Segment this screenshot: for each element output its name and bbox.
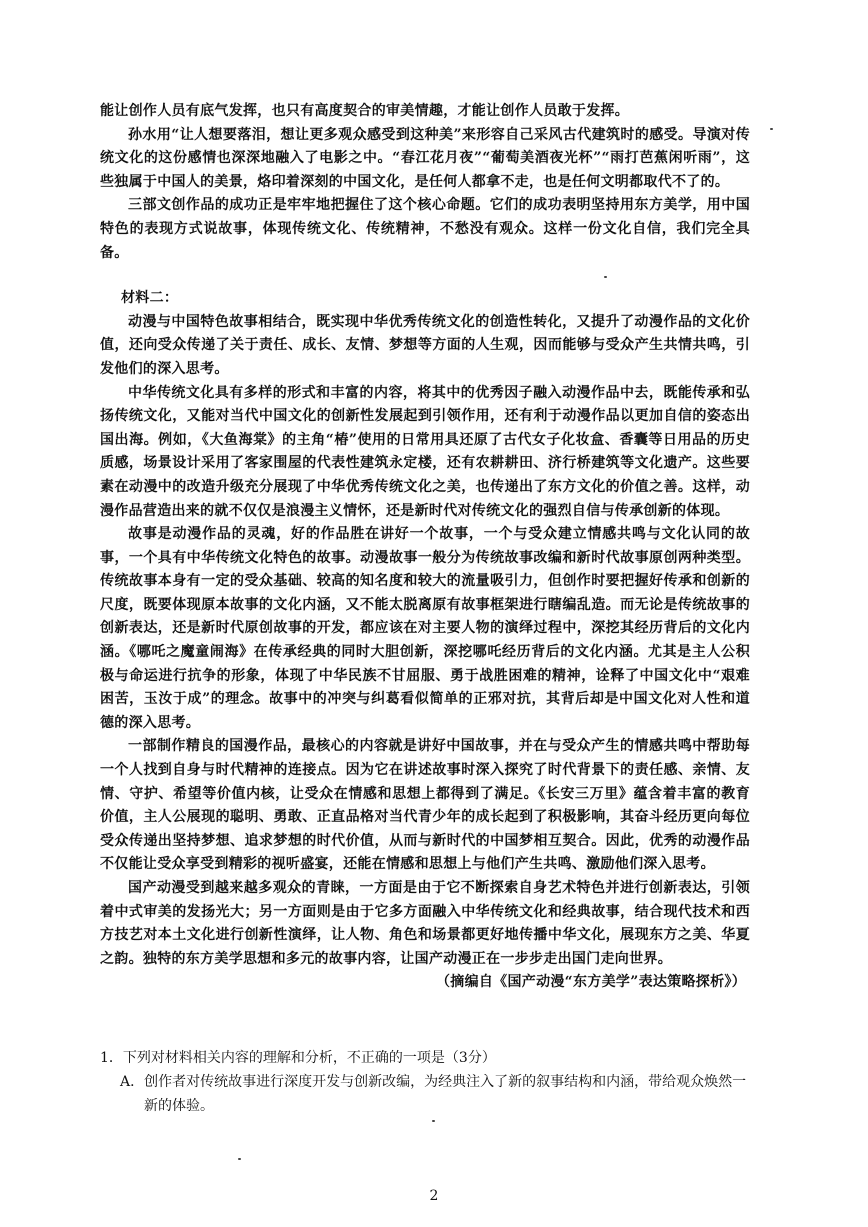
- section-gap: [100, 265, 750, 287]
- section-heading: 材料二：: [121, 290, 179, 307]
- paragraph: 国产动漫受到越来越多观众的青睐，一方面是由于它不断探索自身艺术特色并进行创新表达，引领着中式审美的发扬光大；另一方面则是由于它多方面融入中华传统文化和经典故事，结合现代技术和西方技艺对本土文化进行创新性演绎，让人物、角色和场景都更好地传播中华文化，展现东方之美、华夏之韵。独特的东方美学思想和多元的故事内容，让国产动漫正在一步步走出国门走向世界。: [100, 880, 750, 967]
- paragraph: 中华传统文化具有多样的形式和丰富的内容，将其中的优秀因子融入动漫作品中去，既能传承和弘扬传统文化，又能对当代中国文化的创新性发展起到引领作用，还有利于动漫作品以更加自信的姿态出国出海。例如，《大鱼海棠》的主角“椿”使用的日常用具还原了古代女子化妆盒、香囊等日用品的历史质感，场景设计采用了客家围屋的代表性建筑永定楼，还有农耕耕田、济行桥建筑等文化遗产。这些要素在动漫中的改造升级充分展现了中华优秀传统文化之美，也传递出了东方文化的价值之善。这样，动漫作品营造出来的就不仅仅是浪漫主义情怀，还是新时代对传统文化的强烈自信与传承创新的体现。: [100, 384, 750, 519]
- option-text: A．创作者对传统故事进行深度开发与创新改编，为经典注入了新的叙事结构和内涵，带给观众焕然一新的体验。: [120, 1074, 747, 1114]
- reading-material: [100, 100, 750, 995]
- question-stem: 1．下列对材料相关内容的理解和分析，不正确的一项是（3分）: [100, 1050, 496, 1066]
- scan-speck: [238, 1158, 241, 1160]
- source-citation: （摘编自《国产动漫“东方美学”表达策略探析》）: [435, 974, 746, 991]
- scan-speck: [770, 128, 773, 130]
- paragraph-continuation: 能让创作人员有底气发挥，也只有高度契合的审美情趣，才能让创作人员敢于发挥。: [100, 103, 630, 119]
- scan-speck: [604, 276, 607, 278]
- paragraph: 一部制作精良的国漫作品，最核心的内容就是讲好中国故事，并在与受众产生的情感共鸣中帮助每一个人找到自身与时代精神的连接点。因为它在讲述故事时深入探究了时代背景下的责任感、亲情、友情、守护、希望等价值内核，让受众在情感和思想上都得到了满足。《长安三万里》蕴含着丰富的教育价值，主人公展现的聪明、勇敢、正直品格对当代青少年的成长起到了积极影响，其奋斗经历更向每位受众传递出坚持梦想、追求梦想的时代价值，从而与新时代的中国梦相互契合。因此，优秀的动漫作品不仅能让受众享受到精彩的视听盛宴，还能在情感和思想上与他们产生共鸣、激励他们深入思考。: [100, 738, 750, 873]
- paragraph: 孙水用“让人想要落泪，想让更多观众感受到这种美”来形容自己采风古代建筑时的感受。导演对传统文化的这份感情也深深地融入了电影之中。“春江花月夜”“葡萄美酒夜光杯”“雨打芭蕉闲听雨”，这些独属于中国人的美景，烙印着深刻的中国文化，是任何人都拿不走，也是任何文明都取代不了的。: [100, 126, 750, 190]
- scan-speck: [432, 1120, 435, 1122]
- page-number: 2: [429, 1188, 439, 1204]
- paragraph: 三部文创作品的成功正是牢牢地把握住了这个核心命题。它们的成功表明坚持用东方美学，用中国特色的表现方式说故事，体现传统文化、传统精神，不愁没有观众。这样一份文化自信，我们完全具备。: [100, 197, 750, 261]
- question-block: [100, 1046, 750, 1118]
- paragraph: 动漫与中国特色故事相结合，既实现中华优秀传统文化的创造性转化，又提升了动漫作品的文化价值，还向受众传递了关于责任、成长、友情、梦想等方面的人生观，因而能够与受众产生共情共鸣，引发他们的深入思考。: [100, 313, 750, 377]
- paragraph: 故事是动漫作品的灵魂，好的作品胜在讲好一个故事，一个与受众建立情感共鸣与文化认同的故事，一个具有中华传统文化特色的故事。动漫故事一般分为传统故事改编和新时代故事原创两种类型。传统故事本身有一定的受众基础、较高的知名度和较大的流量吸引力，但创作时要把握好传承和创新的尺度，既要体现原本故事的文化内涵，又不能太脱离原有故事框架进行瞎编乱造。而无论是传统故事的创新表达，还是新时代原创故事的开发，都应该在对主要人物的演绎过程中，深挖其经历背后的文化内涵。《哪吒之魔童闹海》在传承经典的同时大胆创新，深挖哪吒经历背后的文化内涵。尤其是主人公积极与命运进行抗争的形象，体现了中华民族不甘屈服、勇于战胜困难的精神，诠释了中国文化中“艰难困苦，玉汝于成”的理念。故事中的冲突与纠葛看似简单的正邪对抗，其背后却是中国文化对人性和道德的深入思考。: [100, 526, 750, 731]
- answer-option-a: [120, 1070, 750, 1118]
